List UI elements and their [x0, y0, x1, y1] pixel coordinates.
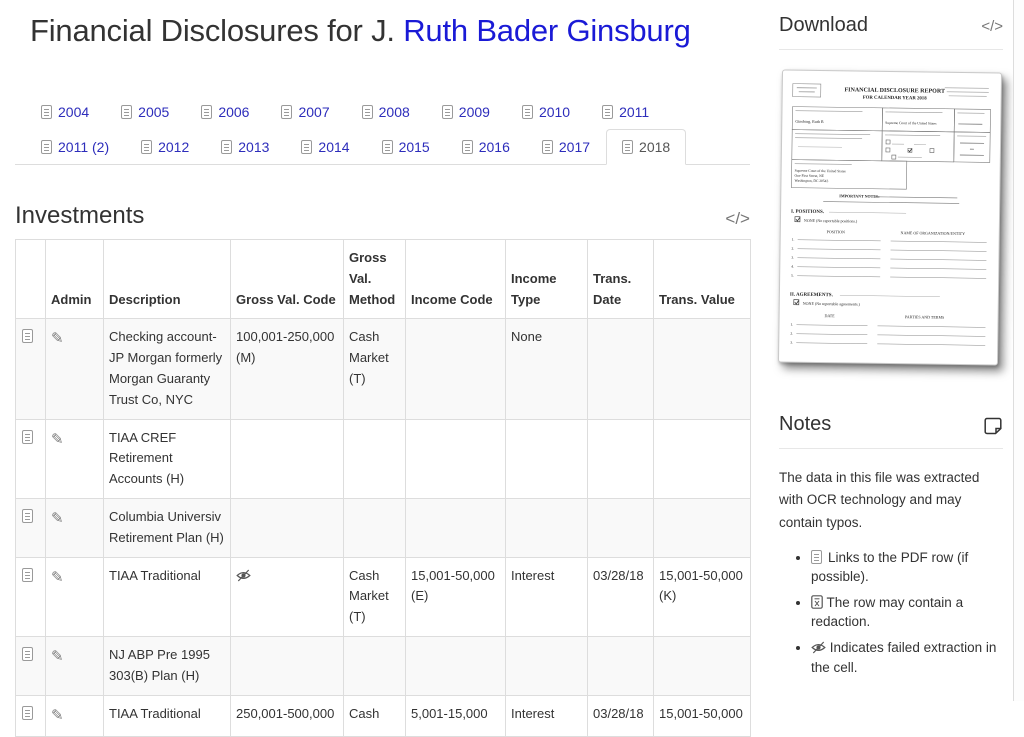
cell-trans-date: 03/28/18 — [588, 695, 654, 736]
svg-text:4.: 4. — [791, 265, 794, 269]
tab-2018-active[interactable] — [606, 129, 686, 165]
legend-item-pdf-link — [811, 548, 1003, 587]
table-row — [16, 319, 751, 419]
tab-label: 2004 — [58, 104, 89, 120]
tab-label: 2008 — [379, 104, 410, 120]
svg-text:3.: 3. — [791, 256, 794, 260]
cell-trans-date — [588, 498, 654, 557]
svg-text:NAME OF ORGANIZATION/ENTITY: NAME OF ORGANIZATION/ENTITY — [901, 230, 966, 236]
disclosure-form-preview — [779, 70, 1001, 364]
main-column — [15, 0, 750, 737]
cell-trans-value — [654, 498, 751, 557]
col-pdf — [16, 240, 46, 319]
legend-text: Indicates failed extraction in the cell. — [811, 640, 996, 675]
cell-description: TIAA Traditional — [104, 695, 231, 736]
svg-text:Supreme Court of the United St: Supreme Court of the United States — [885, 121, 937, 126]
cell-gross-val-method: Cash — [344, 695, 406, 736]
tab-label: 2006 — [218, 104, 249, 120]
svg-text:2.: 2. — [792, 247, 795, 251]
admin-edit-link[interactable] — [51, 432, 64, 447]
document-icon — [301, 140, 312, 154]
cell-income-code — [406, 498, 506, 557]
tab-label: 2012 — [158, 139, 189, 155]
tab-label: 2009 — [459, 104, 490, 120]
legend-text: The row may contain a redaction. — [811, 595, 963, 630]
svg-text:Ginsburg, Ruth B: Ginsburg, Ruth B — [795, 119, 824, 125]
cell-trans-date — [588, 419, 654, 498]
pencil-icon: ✎ — [51, 704, 64, 728]
document-icon — [602, 105, 613, 119]
tab-2014[interactable] — [285, 129, 365, 165]
admin-edit-link[interactable] — [51, 331, 64, 346]
cell-income-type — [506, 498, 588, 557]
download-heading: Download — [779, 14, 868, 37]
svg-text:I. POSITIONS.: I. POSITIONS. — [791, 210, 825, 215]
sidebar — [779, 0, 1003, 683]
svg-text:3.: 3. — [790, 341, 793, 345]
cell-income-code — [406, 636, 506, 695]
document-icon — [281, 105, 292, 119]
document-icon — [382, 140, 393, 154]
svg-text:1.: 1. — [792, 238, 795, 242]
document-icon — [141, 140, 152, 154]
svg-text:NONE (No reportable positions.: NONE (No reportable positions.) — [804, 218, 858, 224]
tab-label: 2017 — [559, 139, 590, 155]
pdf-row-link[interactable] — [22, 509, 39, 524]
svg-text:Washington, DC 20543: Washington, DC 20543 — [794, 179, 828, 184]
notes-heading: Notes — [779, 413, 831, 436]
cell-trans-value — [654, 319, 751, 419]
document-icon — [811, 550, 822, 564]
divider — [779, 49, 1003, 50]
cell-income-code: 15,001-50,000 (E) — [406, 557, 506, 636]
cell-trans-date — [588, 319, 654, 419]
notes-section-header — [779, 413, 1003, 436]
document-icon — [41, 140, 52, 154]
pdf-row-link[interactable] — [22, 430, 39, 445]
admin-edit-link[interactable] — [51, 511, 64, 526]
svg-text:FINANCIAL DISCLOSURE REPORT: FINANCIAL DISCLOSURE REPORT — [844, 87, 945, 94]
svg-text:FOR CALENDAR YEAR 2018: FOR CALENDAR YEAR 2018 — [863, 96, 928, 102]
cell-description: TIAA Traditional — [104, 557, 231, 636]
cell-description: NJ ABP Pre 1995 303(B) Plan (H) — [104, 636, 231, 695]
scrollbar-gutter — [1014, 0, 1024, 701]
tab-2004[interactable] — [25, 94, 105, 130]
cell-description: Checking account- JP Morgan formerly Morgan Guaranty Trust Co, NYC — [104, 319, 231, 419]
document-icon — [22, 706, 33, 720]
svg-text:5.: 5. — [791, 274, 794, 278]
embed-code-icon[interactable]: </> — [725, 210, 750, 230]
admin-edit-link[interactable] — [51, 570, 64, 585]
document-icon — [22, 647, 33, 661]
ocr-note-text: The data in this file was extracted with OCR technology and may contain typos. — [779, 467, 1003, 534]
document-icon — [221, 140, 232, 154]
investments-section-header — [15, 202, 750, 230]
svg-text:POSITION: POSITION — [827, 229, 845, 234]
tab-label: 2010 — [539, 104, 570, 120]
cell-trans-value — [654, 636, 751, 695]
cell-gross-val-code — [231, 498, 344, 557]
tab-2013[interactable] — [205, 129, 285, 165]
cell-gross-val-method: Cash Market (T) — [344, 319, 406, 419]
legend-item-redaction — [811, 593, 1003, 632]
col-gross-val-method: Gross Val. Method — [344, 240, 406, 319]
cell-income-type — [506, 636, 588, 695]
svg-text:One First Street, NE: One First Street, NE — [795, 174, 825, 179]
table-row — [16, 498, 751, 557]
page-title — [30, 13, 750, 49]
embed-code-icon[interactable]: </> — [981, 19, 1003, 37]
cell-gross-val-code — [231, 557, 344, 636]
cell-income-code — [406, 319, 506, 419]
table-header-row — [16, 240, 751, 319]
tab-2006[interactable] — [185, 94, 265, 130]
tab-label: 2013 — [238, 139, 269, 155]
tab-2011[interactable] — [586, 94, 665, 130]
pencil-icon: ✎ — [51, 428, 64, 452]
disclosure-thumbnail-link[interactable] — [779, 71, 1003, 364]
notes-legend-list — [779, 548, 1003, 677]
document-icon — [22, 509, 33, 523]
col-income-code: Income Code — [406, 240, 506, 319]
table-row — [16, 695, 751, 736]
year-tabs — [15, 94, 750, 165]
tab-label: 2018 — [639, 139, 670, 155]
cell-trans-value: 15,001-50,000 — [654, 695, 751, 736]
divider — [779, 448, 1003, 449]
pdf-row-link[interactable] — [22, 568, 39, 583]
cell-trans-date — [588, 636, 654, 695]
cell-description: Columbia Universiv Retirement Plan (H) — [104, 498, 231, 557]
pdf-row-link[interactable] — [22, 329, 39, 344]
svg-text:DATE: DATE — [824, 313, 835, 318]
cell-income-type: None — [506, 319, 588, 419]
tab-2009[interactable] — [426, 94, 506, 130]
tab-2011-2[interactable] — [25, 129, 125, 165]
svg-text:1.: 1. — [790, 323, 793, 327]
tab-2005[interactable] — [105, 94, 185, 130]
investments-heading: Investments — [15, 202, 144, 230]
sticky-note-icon — [983, 416, 1003, 436]
document-icon — [121, 105, 132, 119]
eye-slash-icon — [236, 569, 251, 582]
cell-income-code: 5,001-15,000 — [406, 695, 506, 736]
disclosure-thumbnail — [778, 69, 1002, 365]
document-icon — [522, 105, 533, 119]
cell-gross-val-code: 250,001-500,000 — [231, 695, 344, 736]
tab-2017[interactable] — [526, 129, 606, 165]
document-icon — [201, 105, 212, 119]
cell-gross-val-method — [344, 636, 406, 695]
pdf-row-link[interactable] — [22, 706, 39, 721]
judge-name-link[interactable]: Ruth Bader Ginsburg — [403, 13, 690, 48]
document-icon — [542, 140, 553, 154]
table-row — [16, 557, 751, 636]
tab-label: 2005 — [138, 104, 169, 120]
document-icon — [41, 105, 52, 119]
cell-trans-value — [654, 419, 751, 498]
investments-table — [15, 239, 751, 737]
tab-2015[interactable] — [366, 129, 446, 165]
col-trans-value: Trans. Value — [654, 240, 751, 319]
document-icon — [622, 140, 633, 154]
legend-text: Links to the PDF row (if possible). — [811, 550, 968, 585]
admin-edit-link[interactable] — [51, 649, 64, 664]
document-icon — [362, 105, 373, 119]
pencil-icon: ✎ — [51, 645, 64, 669]
document-icon — [462, 140, 473, 154]
svg-text:II. AGREEMENTS.: II. AGREEMENTS. — [790, 293, 834, 299]
tab-label: 2014 — [318, 139, 349, 155]
cell-income-code — [406, 419, 506, 498]
cell-gross-val-method — [344, 419, 406, 498]
cell-gross-val-code: 100,001-250,000 (M) — [231, 319, 344, 419]
col-admin: Admin — [46, 240, 104, 319]
cell-income-type: Interest — [506, 557, 588, 636]
pencil-icon: ✎ — [51, 507, 64, 531]
document-icon — [22, 430, 33, 444]
cell-gross-val-method — [344, 498, 406, 557]
cell-gross-val-method: Cash Market (T) — [344, 557, 406, 636]
svg-text:PARTIES AND TERMS: PARTIES AND TERMS — [905, 314, 944, 320]
pdf-row-link[interactable] — [22, 647, 39, 662]
tab-2012[interactable] — [125, 129, 205, 165]
document-icon — [442, 105, 453, 119]
cell-income-type: Interest — [506, 695, 588, 736]
table-row — [16, 419, 751, 498]
tab-2008[interactable] — [346, 94, 426, 130]
svg-text:Supreme Court of the United St: Supreme Court of the United States — [795, 169, 847, 174]
download-section-header — [779, 14, 1003, 37]
col-trans-date: Trans. Date — [588, 240, 654, 319]
col-gross-val-code: Gross Val. Code — [231, 240, 344, 319]
svg-text:2.: 2. — [790, 332, 793, 336]
page-title-prefix: Financial Disclosures for J. — [30, 13, 403, 48]
tab-label: 2011 — [619, 104, 649, 120]
admin-edit-link[interactable] — [51, 708, 64, 723]
tab-label: 2011 (2) — [58, 139, 109, 155]
cell-gross-val-code — [231, 419, 344, 498]
eye-slash-icon — [811, 641, 826, 654]
tab-label: 2016 — [479, 139, 510, 155]
legend-item-failed-extraction — [811, 638, 1003, 677]
tab-2016[interactable] — [446, 129, 526, 165]
tab-label: 2015 — [399, 139, 430, 155]
svg-text:NONE (No reportable agreements: NONE (No reportable agreements.) — [803, 301, 861, 307]
tab-label: 2007 — [298, 104, 329, 120]
cell-gross-val-code — [231, 636, 344, 695]
cell-description: TIAA CREF Retirement Accounts (H) — [104, 419, 231, 498]
cell-trans-date: 03/28/18 — [588, 557, 654, 636]
cell-income-type — [506, 419, 588, 498]
tab-2007[interactable] — [265, 94, 345, 130]
pencil-icon: ✎ — [51, 566, 64, 590]
cell-trans-value: 15,001-50,000 (K) — [654, 557, 751, 636]
pencil-icon: ✎ — [51, 327, 64, 351]
document-icon — [22, 568, 33, 582]
file-x-icon — [811, 595, 823, 609]
svg-text:IMPORTANT NOTES:: IMPORTANT NOTES: — [839, 193, 879, 199]
tab-2010[interactable] — [506, 94, 586, 130]
table-row — [16, 636, 751, 695]
col-description: Description — [104, 240, 231, 319]
col-income-type: Income Type — [506, 240, 588, 319]
document-icon — [22, 329, 33, 343]
